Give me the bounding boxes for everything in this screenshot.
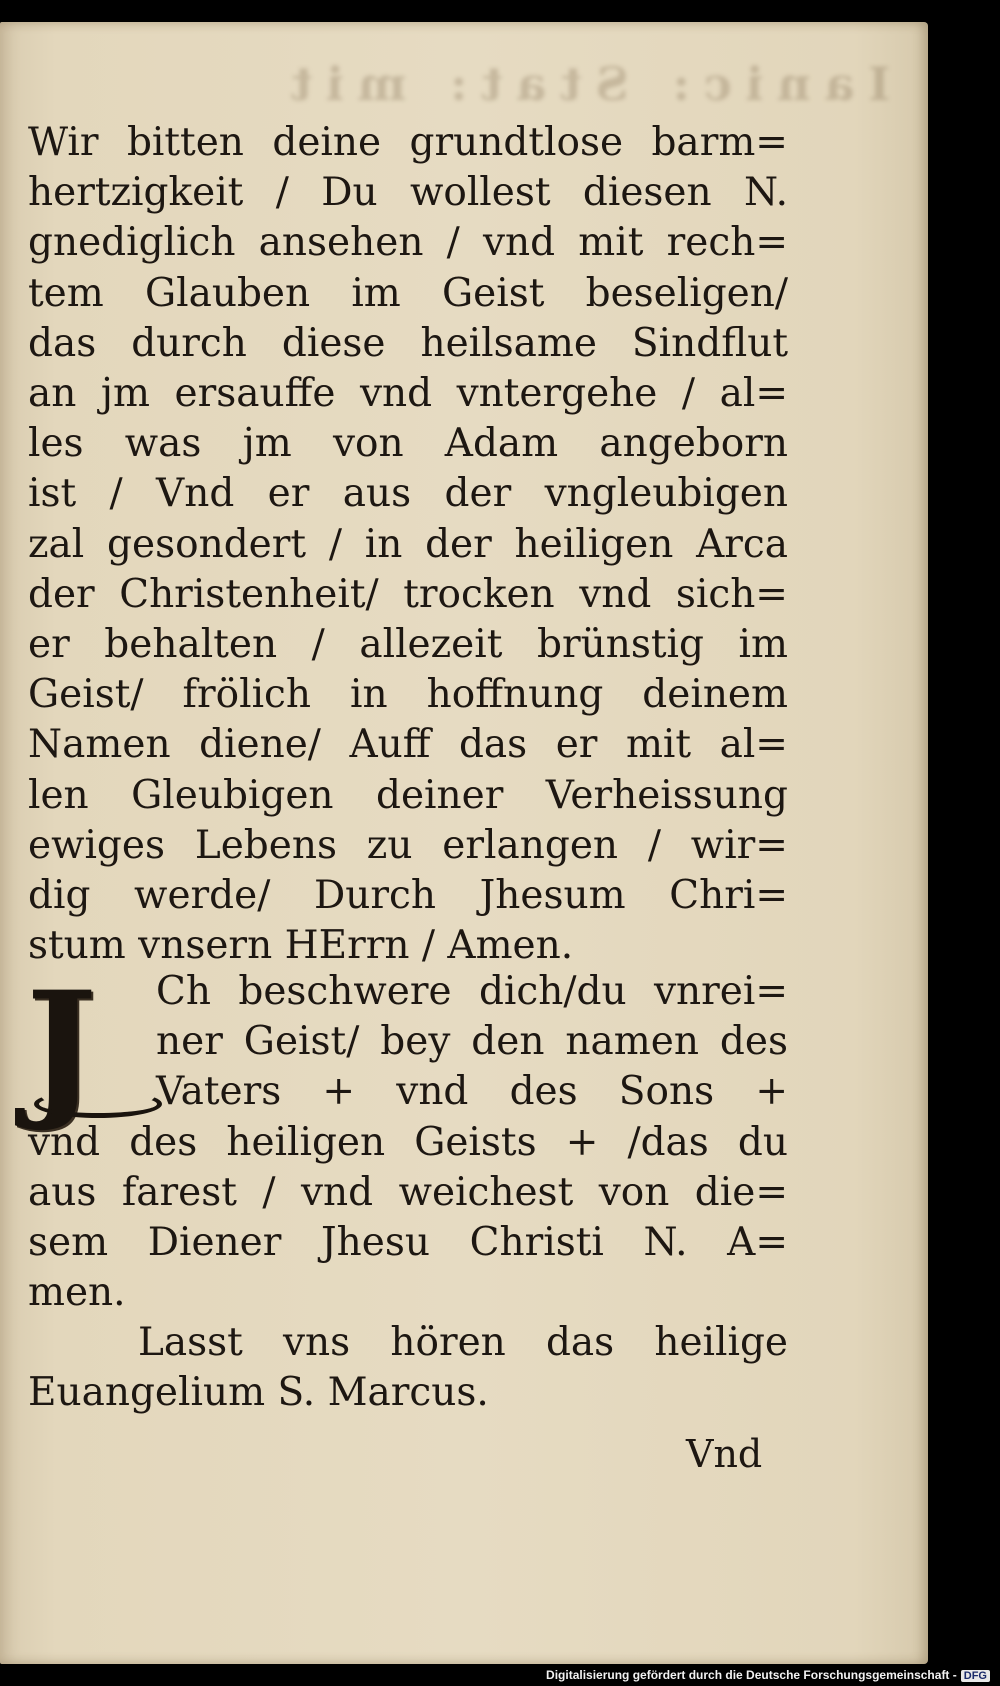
text-line: ewiges Lebens zu erlangen / wir=: [28, 822, 788, 868]
text-line: Lasst vns hören das heilige: [138, 1320, 788, 1365]
text-line: stum vnsern HErrn / Amen.: [28, 923, 574, 969]
dfg-logo: DFG: [961, 1670, 990, 1682]
text-line: gnediglich ansehen / vnd mit rech=: [28, 220, 788, 266]
text-line: ist / Vnd er aus der vngleubigen: [28, 471, 788, 517]
text-line: men.: [28, 1270, 126, 1316]
text-line: zal gesondert / in der heiligen Arca: [28, 521, 788, 567]
text-line: les was jm von Adam angeborn: [28, 421, 788, 467]
decorated-initial: J: [26, 972, 156, 1122]
paragraph-exorcism: [28, 967, 788, 1318]
text-line: an jm ersauffe vnd vntergehe / al=: [28, 371, 788, 417]
paragraph-gospel-heading: [28, 1318, 788, 1418]
text-line: Geist/ frölich in hoffnung deinem: [28, 672, 788, 718]
credit-text: Digitalisierung gefördert durch die Deutsche Forschungsgemeinschaft -: [546, 1668, 957, 1682]
text-line: ner Geist/ bey den namen des: [156, 1019, 788, 1065]
digitization-credit: [546, 1668, 990, 1682]
text-line: der Christenheit/ trocken vnd sich=: [28, 571, 788, 617]
text-line: vnd des heiligen Geists + /das du: [28, 1119, 788, 1165]
text-line: Euangelium S. Marcus.: [28, 1370, 489, 1416]
paragraph-prayer: [28, 118, 788, 971]
catchword: Vnd: [686, 1432, 763, 1476]
text-line: len Gleubigen deiner Verheissung: [28, 772, 788, 818]
bleed-through-text: Ianic: Stat: mit: [276, 57, 890, 111]
text-line: tem Glauben im Geist beseligen/: [28, 270, 788, 316]
text-line: Wir bitten deine grundtlose barm=: [28, 120, 788, 165]
text-line: hertzigkeit / Du wollest diesen N.: [28, 170, 788, 216]
text-line: dig werde/ Durch Jhesum Chri=: [28, 873, 788, 919]
text-line: er behalten / allezeit brünstig im: [28, 622, 788, 668]
text-line: das durch diese heilsame Sindflut: [28, 320, 788, 366]
text-line: Vaters + vnd des Sons +: [156, 1069, 788, 1115]
text-line: sem Diener Jhesu Christi N. A=: [28, 1220, 788, 1266]
text-line: Namen diene/ Auff das er mit al=: [28, 722, 788, 768]
text-line: aus farest / vnd weichest von die=: [28, 1169, 788, 1215]
text-line: Ch beschwere dich/du vnrei=: [156, 969, 788, 1014]
